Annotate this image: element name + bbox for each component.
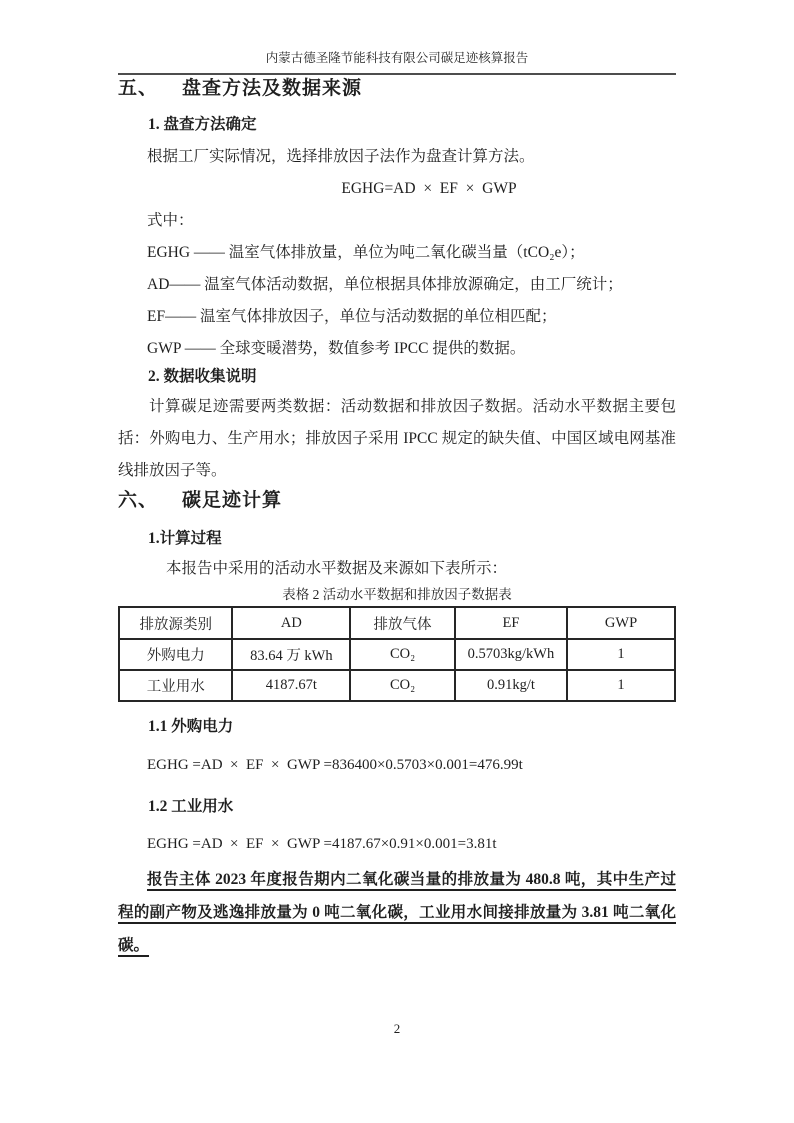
document-content [118, 75, 676, 962]
activity-data-table [118, 606, 676, 702]
table-header-row [119, 607, 675, 639]
method-intro-paragraph: 根据工厂实际情况，选择排放因子法作为盘查计算方法。 [147, 148, 535, 165]
table-header-ad: AD [232, 607, 350, 639]
formula-definitions [118, 237, 676, 365]
table-cell: 83.64 万 kWh [232, 639, 350, 670]
ghg-formula: EGHG=AD × EF × GWP [341, 180, 517, 197]
table-caption: 表格 2 活动水平数据和排放因子数据表 [282, 587, 512, 602]
table-cell: 工业用水 [119, 670, 232, 701]
table-header-ef: EF [455, 607, 567, 639]
table-cell: 4187.67t [232, 670, 350, 701]
subsection-5-1-heading: 1. 盘查方法确定 [148, 116, 257, 133]
table-header-source: 排放源类别 [119, 607, 232, 639]
section-6-number: 六、 [118, 490, 159, 511]
page-number: 2 [393, 1021, 401, 1036]
table-row [119, 639, 675, 670]
table-cell: 外购电力 [119, 639, 232, 670]
table-intro-paragraph: 本报告中采用的活动水平数据及来源如下表所示： [166, 560, 508, 577]
data-collection-paragraph: 计算碳足迹需要两类数据：活动数据和排放因子数据。活动水平数据主要包括：外购电力、生产用水；排放因子采用 IPCC 规定的缺失值、中国区域电网基准线排放因子等。 [118, 398, 676, 479]
definition-eghg: EGHG —— 温室气体排放量，单位为吨二氧化碳当量（tCO₂e）； [147, 244, 585, 261]
header-title: 内蒙古德圣隆节能科技有限公司碳足迹核算报告 [265, 51, 529, 65]
electricity-equation: EGHG =AD × EF × GWP =836400×0.5703×0.001=476.99t [147, 757, 523, 773]
table-cell: CO₂ [350, 670, 455, 701]
subsection-6-1-heading: 1.计算过程 [148, 530, 222, 547]
subsection-1-2-heading: 1.2 工业用水 [148, 798, 234, 815]
definition-ef: EF—— 温室气体排放因子，单位与活动数据的单位相匹配； [147, 308, 557, 325]
table-cell: CO₂ [350, 639, 455, 670]
subsection-5-2-heading: 2. 数据收集说明 [148, 368, 257, 385]
section-6-title: 碳足迹计算 [182, 490, 283, 511]
water-equation: EGHG =AD × EF × GWP =4187.67×0.91×0.001=3.81t [147, 836, 497, 852]
section-5-title: 盘查方法及数据来源 [182, 78, 363, 99]
table-header-gas: 排放气体 [350, 607, 455, 639]
subsection-1-1-heading: 1.1 外购电力 [148, 718, 234, 735]
table-cell: 1 [567, 670, 675, 701]
section-5-number: 五、 [118, 78, 159, 99]
table-row [119, 670, 675, 701]
page-header [118, 50, 676, 75]
table-cell: 0.5703kg/kWh [455, 639, 567, 670]
table-cell: 0.91kg/t [455, 670, 567, 701]
table-header-gwp: GWP [567, 607, 675, 639]
definition-ad: AD—— 温室气体活动数据，单位根据具体排放源确定，由工厂统计； [147, 276, 623, 293]
where-label: 式中： [147, 212, 194, 229]
section-6-heading [118, 487, 676, 515]
section-5-heading [118, 75, 676, 103]
definition-gwp: GWP —— 全球变暖潜势，数值参考 IPCC 提供的数据。 [147, 340, 526, 357]
conclusion-paragraph: 报告主体 2023 年度报告期内二氧化碳当量的排放量为 480.8 吨，其中生产过程的副产物及逃逸排放量为 0 吨二氧化碳，工业用水间接排放量为 3.81 吨二氧化碳。 [118, 871, 676, 954]
table-cell: 1 [567, 639, 675, 670]
